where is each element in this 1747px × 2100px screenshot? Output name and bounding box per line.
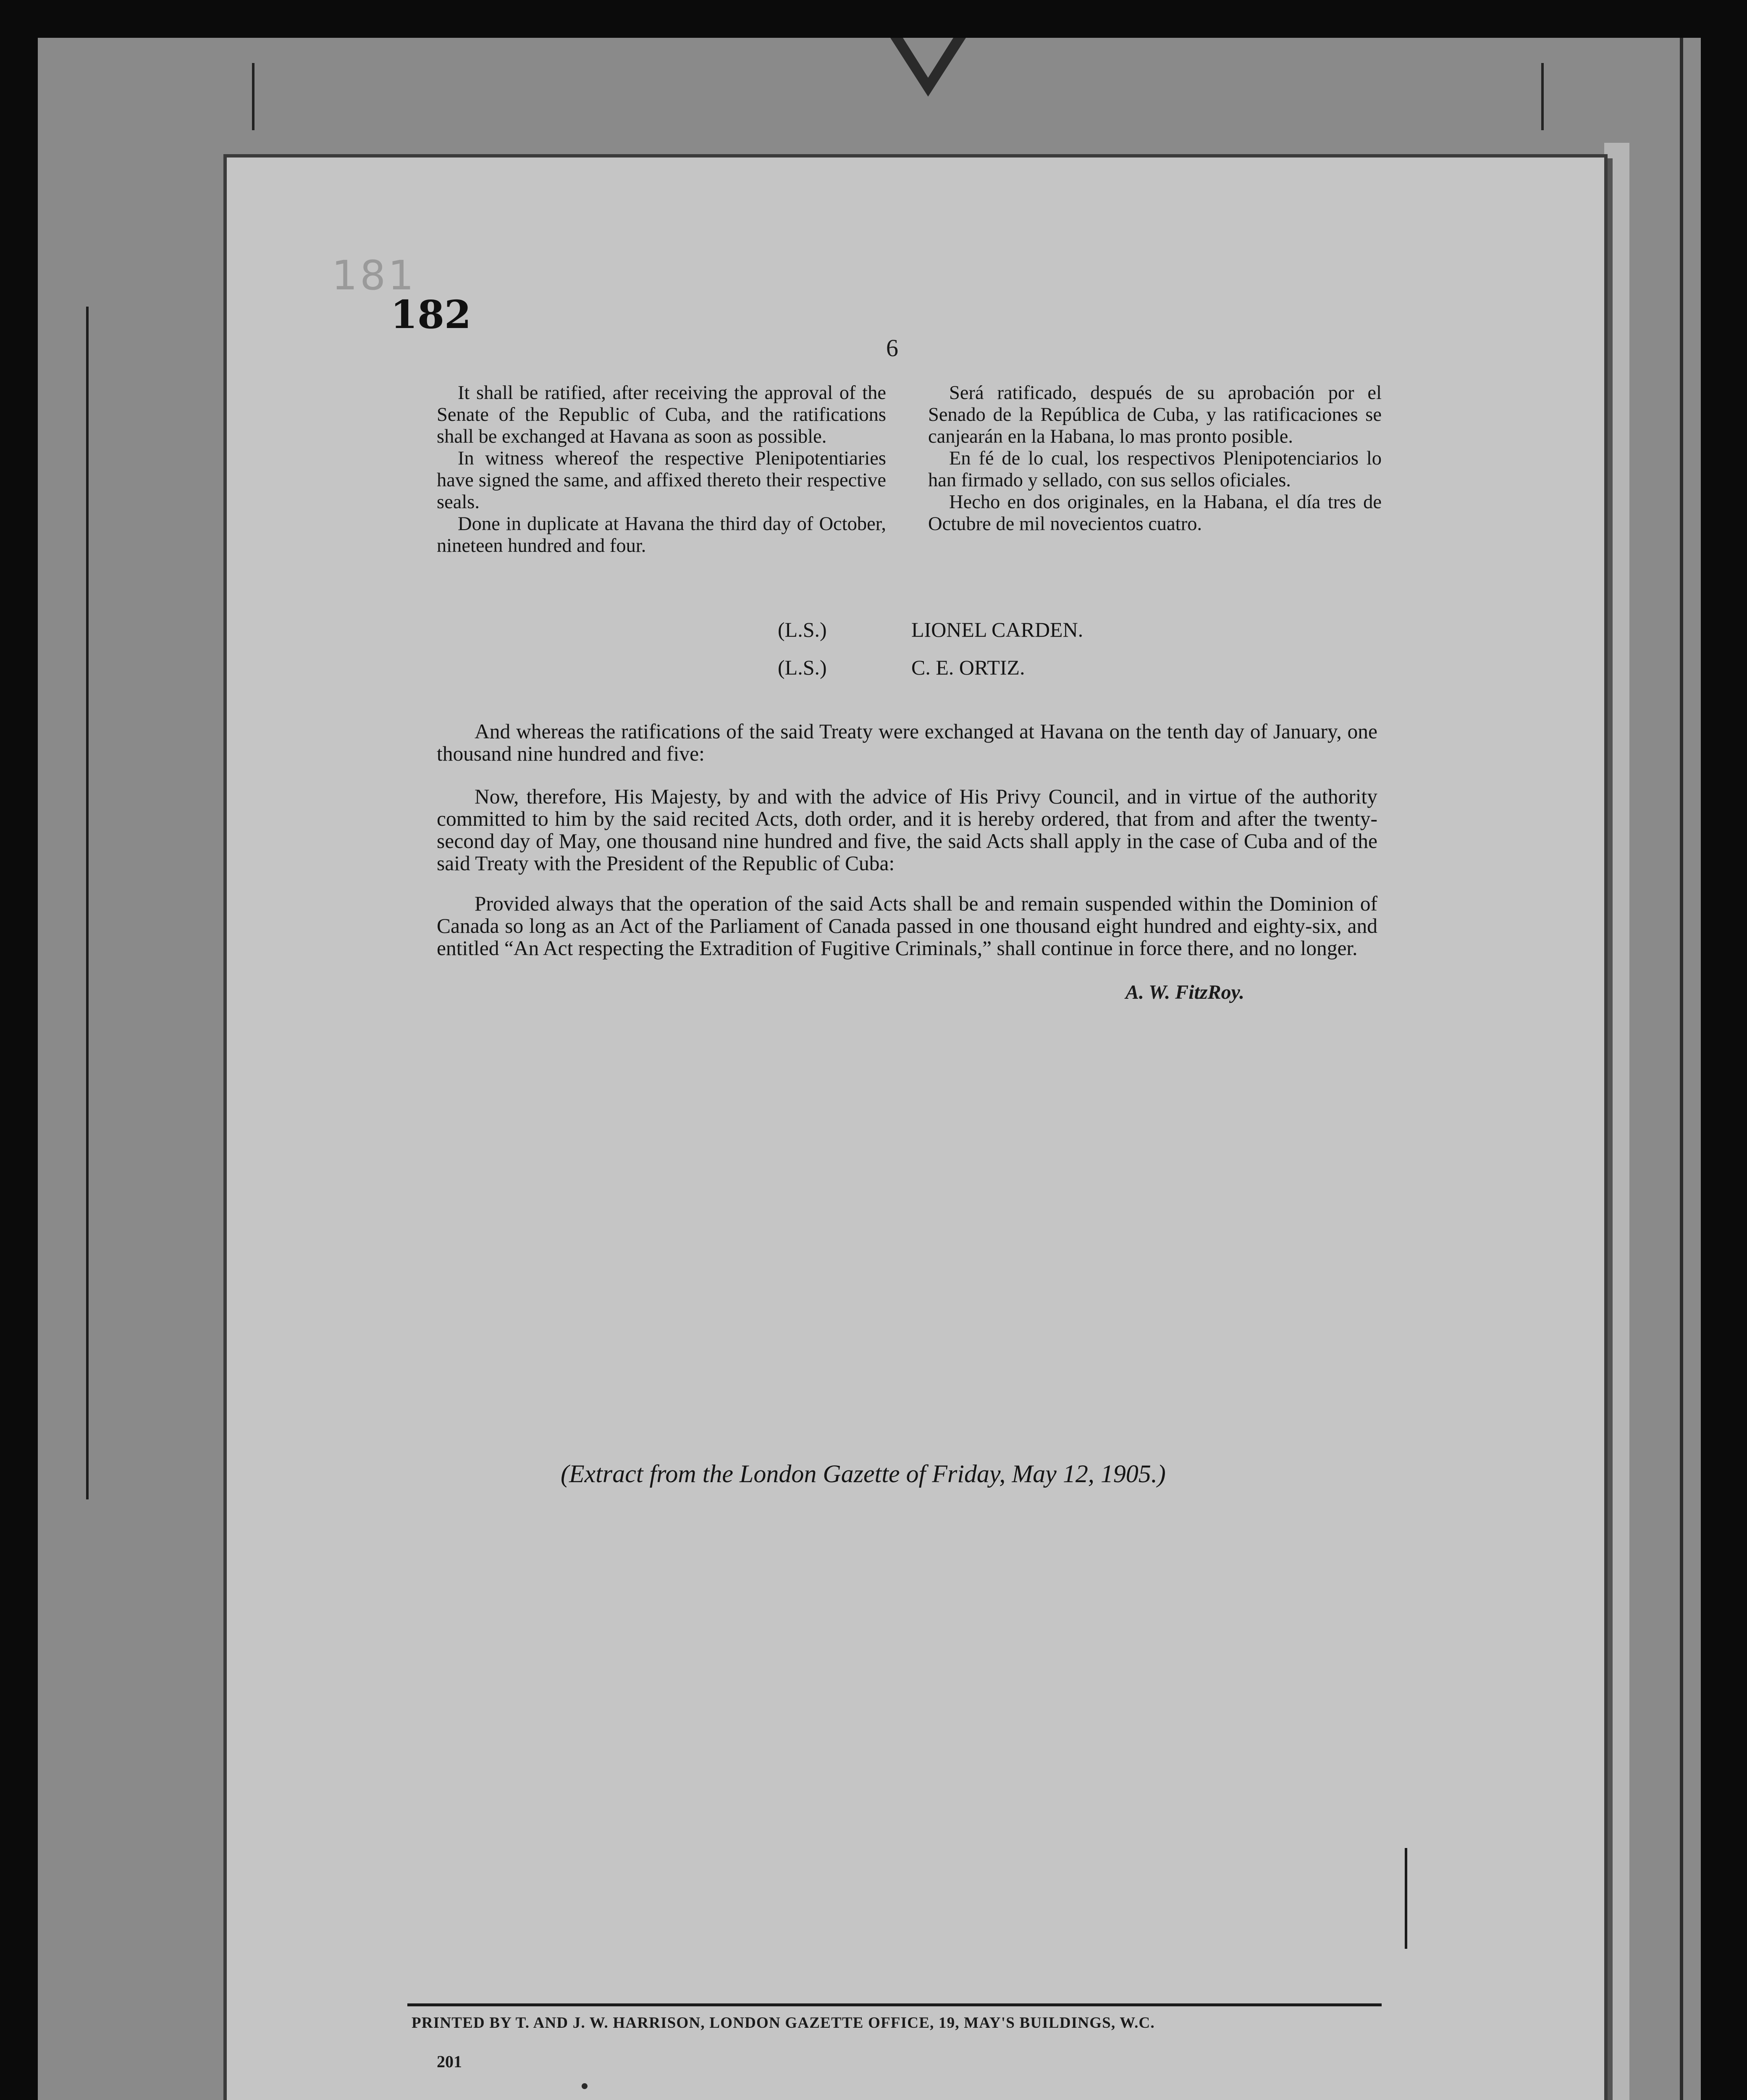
faded-stamp-number: 181 xyxy=(332,252,417,299)
document-page xyxy=(227,158,1604,2100)
ratification-paragraph: And whereas the ratifications of the said Treaty were exchanged at Havana on the tenth day of January, one thousand nine hundred and five: xyxy=(437,720,1377,765)
board-right-edge xyxy=(1680,38,1683,2100)
spanish-paragraph: Será ratificado, después de su aprobación por el Senado de la República de Cuba, y las ratificaciones se canjearán en la Habana, lo mas pronto posible. xyxy=(928,382,1382,447)
clerk-signature: A. W. FitzRoy. xyxy=(1125,981,1245,1003)
board-notch-inner xyxy=(903,38,953,78)
seal-label: (L.S.) xyxy=(778,656,827,679)
english-paragraph: Done in duplicate at Havana the third day of October, nineteen hundred and four. xyxy=(437,513,886,556)
spanish-paragraph: En fé de lo cual, los respectivos Plenipotenciarios lo han firmado y sellado, con sus sellos oficiales. xyxy=(928,448,1382,491)
gazette-extract-line: (Extract from the London Gazette of Friday, May 12, 1905.) xyxy=(561,1460,1166,1488)
seal-label: (L.S.) xyxy=(778,618,827,641)
signatory-name: C. E. ORTIZ. xyxy=(911,656,1025,679)
signatory-name: LIONEL CARDEN. xyxy=(911,618,1083,641)
ink-dot xyxy=(582,2083,588,2089)
spanish-paragraph: Hecho en dos originales, en la Habana, el día tres de Octubre de mil novecientos cuatro. xyxy=(928,491,1382,535)
english-paragraph: In witness whereof the respective Plenipotentiaries have signed the same, and affixed thereto their respective seals. xyxy=(437,448,886,513)
bleed-through-text-right xyxy=(941,704,1382,1947)
board-clip-mark xyxy=(1405,1848,1407,1949)
english-column xyxy=(437,382,886,557)
order-paragraph: Now, therefore, His Majesty, by and with the advice of His Privy Council, and in virtue of the authority committed to him by the said recited Acts, doth order, and it is hereby ordered, that from and after the twenty-second day of May, one thousand nine hundred and five, the said Acts shall apply in the case of Cuba and of the said Treaty with the President of the Republic of Cuba: xyxy=(437,785,1377,875)
printer-imprint: PRINTED BY T. AND J. W. HARRISON, LONDON GAZETTE OFFICE, 19, MAY'S BUILDINGS, W.C. xyxy=(412,2014,1155,2032)
print-code-number: 201 xyxy=(437,2052,462,2071)
stamp-number: 182 xyxy=(391,292,472,337)
page-number: 6 xyxy=(886,334,898,362)
footer-rule xyxy=(407,2003,1382,2006)
english-paragraph: It shall be ratified, after receiving the approval of the Senate of the Republic of Cuba, and the ratifications shall be exchanged at Havana as soon as possible. xyxy=(437,382,886,447)
board-tick-right xyxy=(1541,63,1544,130)
board-tick-left xyxy=(252,63,254,130)
spanish-column xyxy=(928,382,1382,535)
page-back-sheet xyxy=(1604,143,1629,2100)
proviso-paragraph: Provided always that the operation of the said Acts shall be and remain suspended within the Dominion of Canada so long as an Act of the Parliament of Canada passed in one thousand eight hundred and eighty-six, and entitled “An Act respecting the Extradition of Fugitive Criminals,” shall continue in force there, and no longer. xyxy=(437,892,1377,960)
board-vertical-line xyxy=(86,307,89,1499)
bleed-through-text-left xyxy=(437,1031,878,1947)
